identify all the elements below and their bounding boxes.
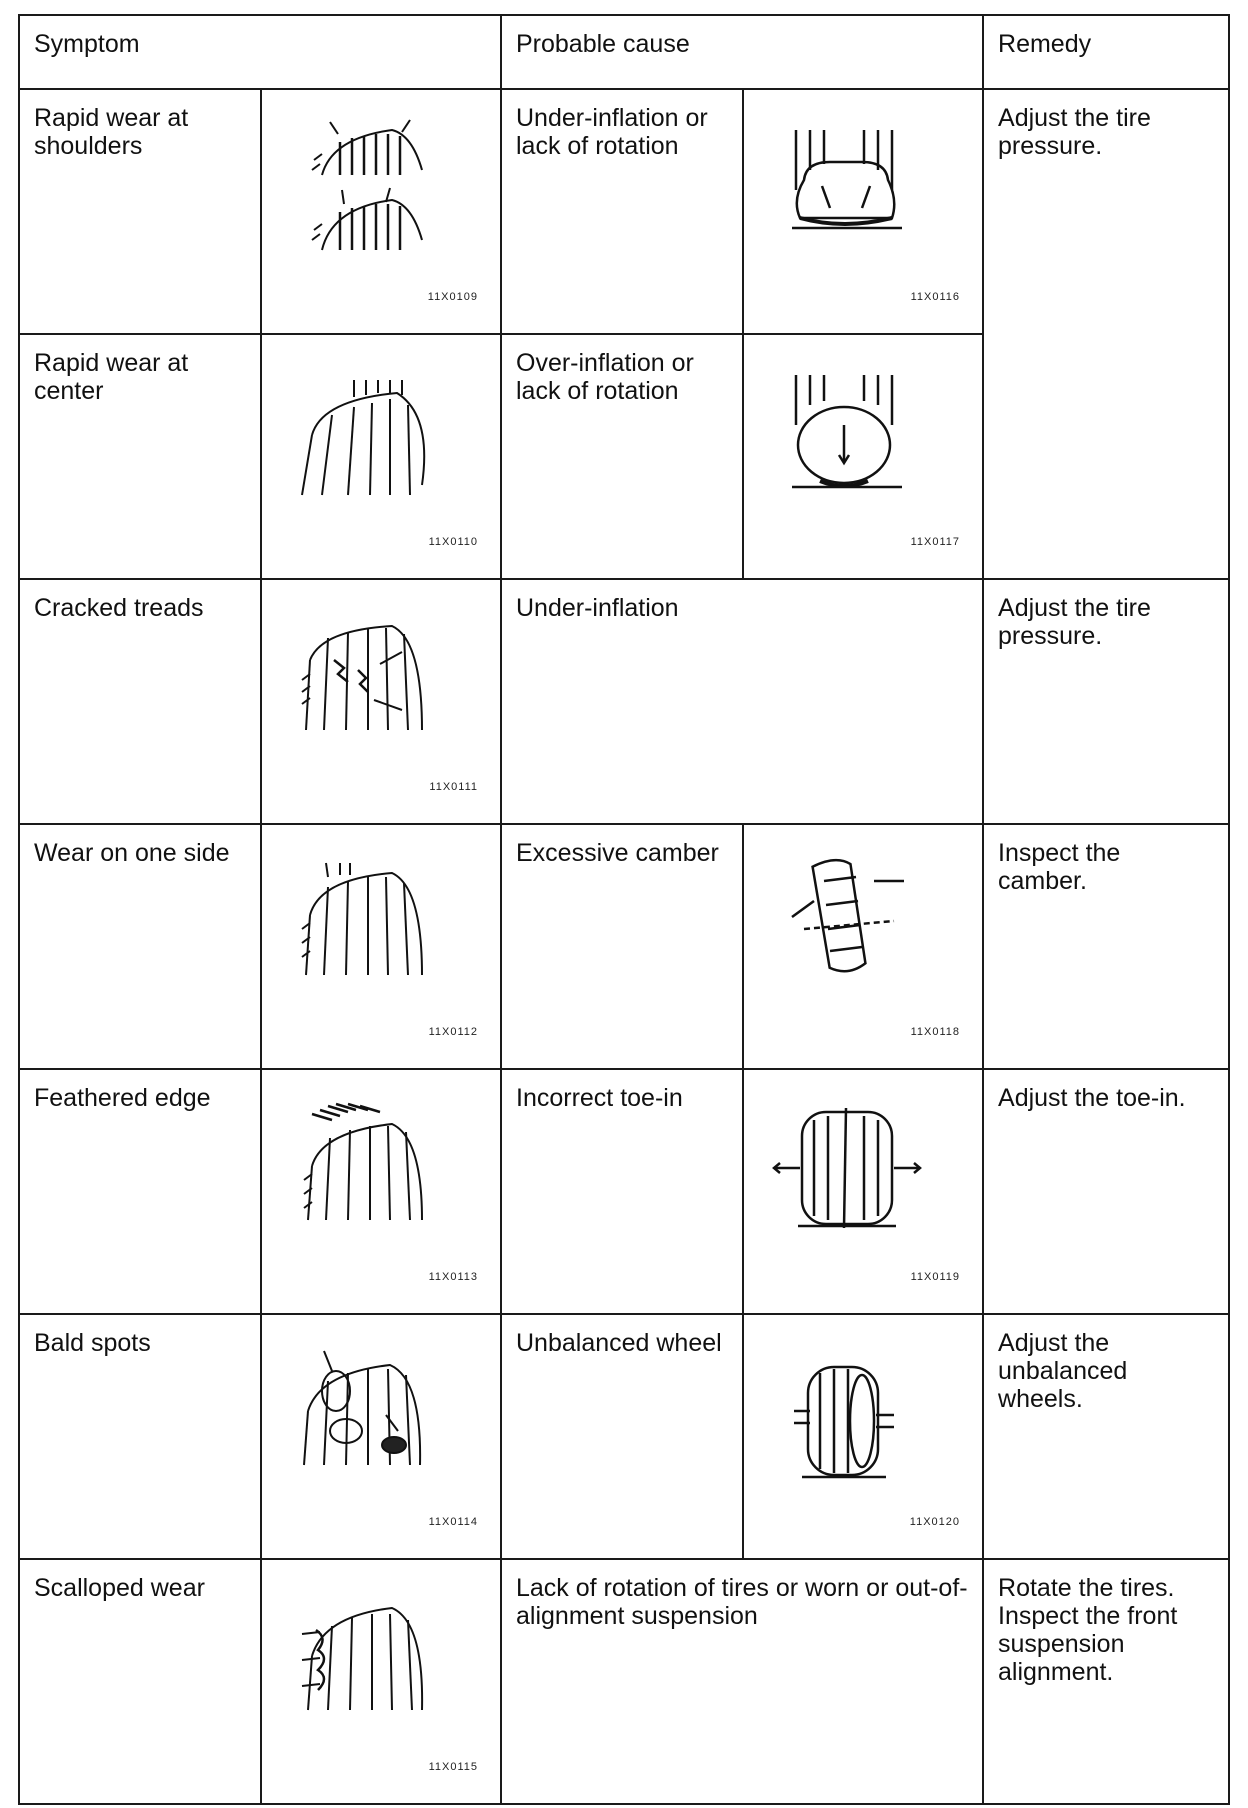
cause-figure-cell: [743, 334, 983, 579]
figure-code: 11X0114: [428, 1516, 478, 1528]
header-symptom: Symptom: [19, 15, 501, 89]
symptom-cell: Rapid wear at shoulders: [19, 89, 261, 334]
header-row: [19, 15, 1229, 89]
figure-code: 11X0115: [428, 1761, 478, 1773]
cause-cell: Excessive camber: [501, 824, 743, 1069]
header-cause: Probable cause: [501, 15, 983, 89]
symptom-figure-cell: [261, 334, 501, 579]
remedy-cell: Adjust the toe-in.: [983, 1069, 1229, 1314]
cause-cell: Incorrect toe-in: [501, 1069, 743, 1314]
cause-figure-cell: [743, 1314, 983, 1559]
table-row: [19, 1314, 1229, 1559]
symptom-cell: Feathered edge: [19, 1069, 261, 1314]
figure-code: 11X0120: [909, 1516, 961, 1528]
symptom-cell: Scalloped wear: [19, 1559, 261, 1804]
table-row: [19, 1069, 1229, 1314]
table-row: [19, 824, 1229, 1069]
cause-figure-cell: [743, 824, 983, 1069]
cause-figure-cell: [743, 89, 983, 334]
cause-cell: Unbalanced wheel: [501, 1314, 743, 1559]
symptom-cell: Rapid wear at center: [19, 334, 261, 579]
remedy-cell: Adjust the unbalanced wheels.: [983, 1314, 1229, 1559]
cause-cell: Over-inflation or lack of rotation: [501, 334, 743, 579]
symptom-figure-cell: [261, 89, 501, 334]
table-row: [19, 579, 1229, 824]
table-row: [19, 1559, 1229, 1804]
cause-cell: Under-inflation or lack of rotation: [501, 89, 743, 334]
remedy-cell: Adjust the tire pressure.: [983, 579, 1229, 824]
symptom-figure-cell: [261, 1314, 501, 1559]
figure-code: 11X0116: [910, 291, 961, 303]
symptom-figure-cell: [261, 579, 501, 824]
header-remedy: Remedy: [983, 15, 1229, 89]
figure-code: 11X0109: [427, 291, 478, 303]
figure-code: 11X0119: [910, 1271, 961, 1283]
figure-code: 11X0110: [428, 536, 478, 548]
cause-cell: Under-inflation: [501, 579, 983, 824]
figure-code: 11X0118: [910, 1026, 961, 1038]
remedy-cell: Rotate the tires. Inspect the front suspension alignment.: [983, 1559, 1229, 1804]
table-row: [19, 89, 1229, 334]
symptom-cell: Cracked treads: [19, 579, 261, 824]
figure-code: 11X0111: [429, 781, 478, 793]
remedy-cell: Inspect the camber.: [983, 824, 1229, 1069]
symptom-figure-cell: [261, 1069, 501, 1314]
symptom-figure-cell: [261, 824, 501, 1069]
symptom-cell: Bald spots: [19, 1314, 261, 1559]
figure-code: 11X0117: [910, 536, 961, 548]
remedy-cell: Adjust the tire pressure.: [983, 89, 1229, 579]
figure-code: 11X0113: [428, 1271, 478, 1283]
symptom-figure-cell: [261, 1559, 501, 1804]
cause-cell: Lack of rotation of tires or worn or out-of-alignment suspension: [501, 1559, 983, 1804]
tire-diagnosis-table: [18, 14, 1230, 1805]
cause-figure-cell: [743, 1069, 983, 1314]
symptom-cell: Wear on one side: [19, 824, 261, 1069]
figure-code: 11X0112: [428, 1026, 478, 1038]
